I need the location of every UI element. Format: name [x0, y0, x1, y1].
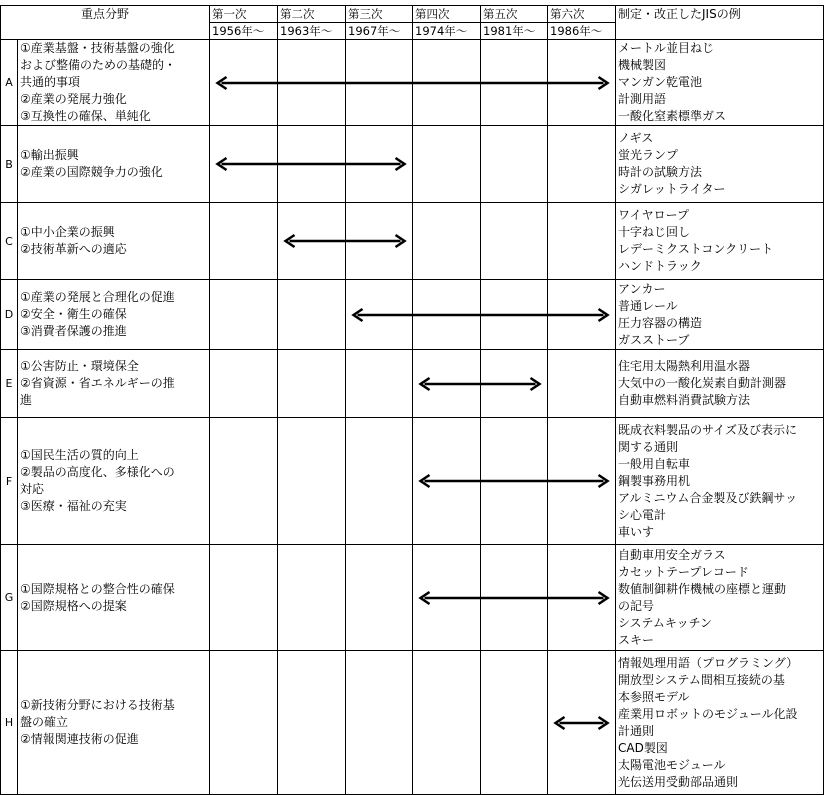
- row-examples: [616, 280, 824, 350]
- period-cell: [413, 545, 481, 651]
- period-year: 1956年〜: [210, 22, 277, 39]
- header-period-3: [346, 6, 413, 40]
- row-focus: [18, 545, 210, 651]
- period-name: 第六次: [550, 7, 585, 21]
- focus-line: ②産業の発展力強化: [20, 92, 127, 106]
- example-item: 開放型システム間相互接続の基: [618, 672, 785, 687]
- period-cell: [210, 545, 278, 651]
- table-row: [1, 350, 824, 418]
- row-examples: [616, 203, 824, 280]
- period-cell: [210, 280, 278, 350]
- period-cell: [346, 651, 413, 795]
- row-examples: [616, 126, 824, 203]
- period-cell: [210, 350, 278, 418]
- example-item: 関する通則: [618, 439, 679, 454]
- example-item: 機械製図: [618, 58, 667, 72]
- example-item: 自動車用安全ガラス: [618, 547, 726, 562]
- period-cell: [413, 350, 481, 418]
- example-item: ハンドトラック: [618, 259, 702, 273]
- period-cell: [481, 203, 548, 280]
- period-cell: [346, 126, 413, 203]
- row-letter: A: [1, 40, 18, 126]
- example-item: 住宅用太陽熱利用温水器: [618, 359, 751, 373]
- focus-line: ①公害防止・環境保全: [20, 359, 139, 373]
- table-row: [1, 545, 824, 651]
- row-letter: E: [1, 350, 18, 418]
- period-cell: [481, 126, 548, 203]
- example-item: 一般用自転車: [618, 456, 691, 471]
- example-item: 太陽電池モジュール: [618, 757, 726, 772]
- row-examples: [616, 545, 824, 651]
- period-cell: [481, 40, 548, 126]
- focus-line: ③消費者保護の推進: [20, 324, 127, 338]
- focus-line: 対応: [20, 482, 45, 496]
- table-row: [1, 280, 824, 350]
- example-item: アンカー: [618, 281, 666, 296]
- row-focus: [18, 280, 210, 350]
- row-letter: F: [1, 418, 18, 545]
- focus-line: ①輸出振興: [20, 148, 79, 162]
- row-focus: [18, 40, 210, 126]
- period-cell: [210, 203, 278, 280]
- focus-line: ②情報関連技術の促進: [20, 732, 139, 746]
- row-focus: [18, 651, 210, 795]
- period-cell: [278, 418, 346, 545]
- example-item: レデーミクストコンクリート: [618, 242, 774, 256]
- row-letter: G: [1, 545, 18, 651]
- example-item: 光伝送用受動部品通則: [618, 774, 739, 789]
- row-letter: D: [1, 280, 18, 350]
- header-period-4: [413, 6, 481, 40]
- example-item: 普通レール: [618, 298, 678, 313]
- example-item: 十字ねじ回し: [618, 225, 691, 239]
- period-cell: [481, 651, 548, 795]
- example-item: アルミニウム合金製及び鉄鋼サッ: [618, 490, 798, 505]
- example-item: ノギス: [618, 131, 654, 145]
- example-item: 鋼製事務用机: [618, 473, 691, 488]
- example-item: シガレットライター: [618, 182, 726, 196]
- row-examples: [616, 350, 824, 418]
- example-item: ワイヤロープ: [618, 208, 690, 222]
- header-period-1: [210, 6, 278, 40]
- period-cell: [413, 280, 481, 350]
- example-item: システムキッチン: [618, 615, 712, 630]
- period-cell: [548, 203, 616, 280]
- period-cell: [278, 350, 346, 418]
- period-name: 第二次: [280, 7, 315, 21]
- table-row: [1, 40, 824, 126]
- focus-line: ①新技術分野における技術基: [20, 698, 175, 712]
- period-year: 1981年〜: [481, 22, 547, 39]
- period-cell: [413, 203, 481, 280]
- period-cell: [548, 280, 616, 350]
- focus-line: ③医療・福祉の充実: [20, 499, 127, 513]
- focus-line: ②技術革新への適応: [20, 242, 127, 256]
- jis-focus-table: [0, 5, 824, 795]
- focus-line: 進: [20, 393, 33, 407]
- period-cell: [278, 651, 346, 795]
- period-cell: [346, 545, 413, 651]
- period-cell: [346, 203, 413, 280]
- table-row: [1, 651, 824, 795]
- period-cell: [278, 203, 346, 280]
- example-item: マンガン乾電池: [618, 75, 703, 89]
- period-cell: [413, 651, 481, 795]
- focus-line: 盤の確立: [20, 715, 69, 729]
- period-cell: [278, 40, 346, 126]
- example-item: シ心電計: [618, 507, 667, 522]
- header-examples: 制定・改正したJISの例: [616, 6, 824, 40]
- focus-line: および整備のための基礎的・: [20, 58, 177, 72]
- focus-line: ②製品の高度化、多様化への: [20, 465, 175, 479]
- example-item: ガスストーブ: [618, 332, 690, 347]
- example-item: 時計の試験方法: [618, 165, 703, 179]
- example-item: 計測用語: [618, 92, 667, 106]
- focus-line: ①国民生活の質的向上: [20, 448, 139, 462]
- period-cell: [548, 651, 616, 795]
- example-item: 蛍光ランプ: [618, 148, 679, 162]
- period-cell: [548, 126, 616, 203]
- period-cell: [346, 280, 413, 350]
- row-focus: [18, 203, 210, 280]
- row-letter: C: [1, 203, 18, 280]
- period-name: 第四次: [415, 7, 450, 21]
- table-row: [1, 203, 824, 280]
- example-item: 大気中の一酸化炭素自動計測器: [618, 376, 787, 390]
- period-name: 第一次: [212, 7, 247, 21]
- focus-line: ①産業の発展と合理化の促進: [20, 290, 175, 304]
- period-cell: [548, 418, 616, 545]
- example-item: 本参照モデル: [618, 689, 690, 704]
- period-cell: [481, 418, 548, 545]
- period-cell: [413, 418, 481, 545]
- header-row: [1, 6, 824, 40]
- example-item: 情報処理用語（プログラミング）: [618, 655, 799, 670]
- row-letter: H: [1, 651, 18, 795]
- row-letter: B: [1, 126, 18, 203]
- focus-line: ①中小企業の振興: [20, 225, 115, 239]
- period-cell: [210, 126, 278, 203]
- period-cell: [481, 350, 548, 418]
- example-item: カセットテープレコード: [618, 564, 749, 579]
- focus-line: ②産業の国際競争力の強化: [20, 165, 163, 179]
- period-name: 第三次: [348, 7, 383, 21]
- focus-line: ①産業基盤・技術基盤の強化: [20, 41, 175, 55]
- example-item: 圧力容器の構造: [618, 315, 703, 330]
- row-focus: [18, 350, 210, 418]
- row-examples: [616, 651, 824, 795]
- period-name: 第五次: [483, 7, 518, 21]
- period-cell: [481, 545, 548, 651]
- period-cell: [413, 126, 481, 203]
- focus-line: ②国際規格への提案: [20, 598, 127, 613]
- example-item: メートル並目ねじ: [618, 41, 715, 55]
- header-period-5: [481, 6, 548, 40]
- header-period-2: [278, 6, 346, 40]
- focus-line: ②安全・衛生の確保: [20, 307, 127, 321]
- example-item: 一酸化窒素標準ガス: [618, 109, 727, 123]
- focus-line: ①国際規格との整合性の確保: [20, 581, 175, 596]
- period-cell: [210, 651, 278, 795]
- example-item: 産業用ロボットのモジュール化設: [618, 706, 798, 721]
- period-cell: [278, 545, 346, 651]
- row-focus: [18, 418, 210, 545]
- example-item: 数値制御耕作機械の座標と運動: [618, 581, 787, 596]
- period-cell: [210, 418, 278, 545]
- period-cell: [548, 350, 616, 418]
- example-item: スキー: [618, 632, 655, 647]
- row-examples: [616, 418, 824, 545]
- row-focus: [18, 126, 210, 203]
- period-cell: [278, 280, 346, 350]
- header-period-6: [548, 6, 616, 40]
- focus-line: ②省資源・省エネルギーの推: [20, 376, 175, 390]
- period-cell: [548, 40, 616, 126]
- example-item: の記号: [618, 598, 655, 613]
- example-item: 自動車燃料消費試験方法: [618, 393, 751, 407]
- table-row: [1, 418, 824, 545]
- period-year: 1986年〜: [548, 22, 615, 39]
- period-cell: [346, 418, 413, 545]
- header-focus: 重点分野: [1, 6, 210, 40]
- example-item: 車いす: [618, 524, 655, 539]
- period-year: 1963年〜: [278, 22, 345, 39]
- period-cell: [278, 126, 346, 203]
- table-row: [1, 126, 824, 203]
- row-examples: [616, 40, 824, 126]
- period-cell: [413, 40, 481, 126]
- period-year: 1967年〜: [346, 22, 412, 39]
- period-cell: [346, 40, 413, 126]
- focus-line: 共通的事項: [20, 75, 81, 89]
- period-cell: [548, 545, 616, 651]
- period-year: 1974年〜: [413, 22, 480, 39]
- example-item: 既成衣料製品のサイズ及び表示に: [618, 422, 798, 437]
- example-item: CAD製図: [618, 740, 668, 755]
- example-item: 計通則: [618, 723, 655, 738]
- focus-line: ③互換性の確保、単純化: [20, 109, 151, 123]
- period-cell: [481, 280, 548, 350]
- period-cell: [346, 350, 413, 418]
- period-cell: [210, 40, 278, 126]
